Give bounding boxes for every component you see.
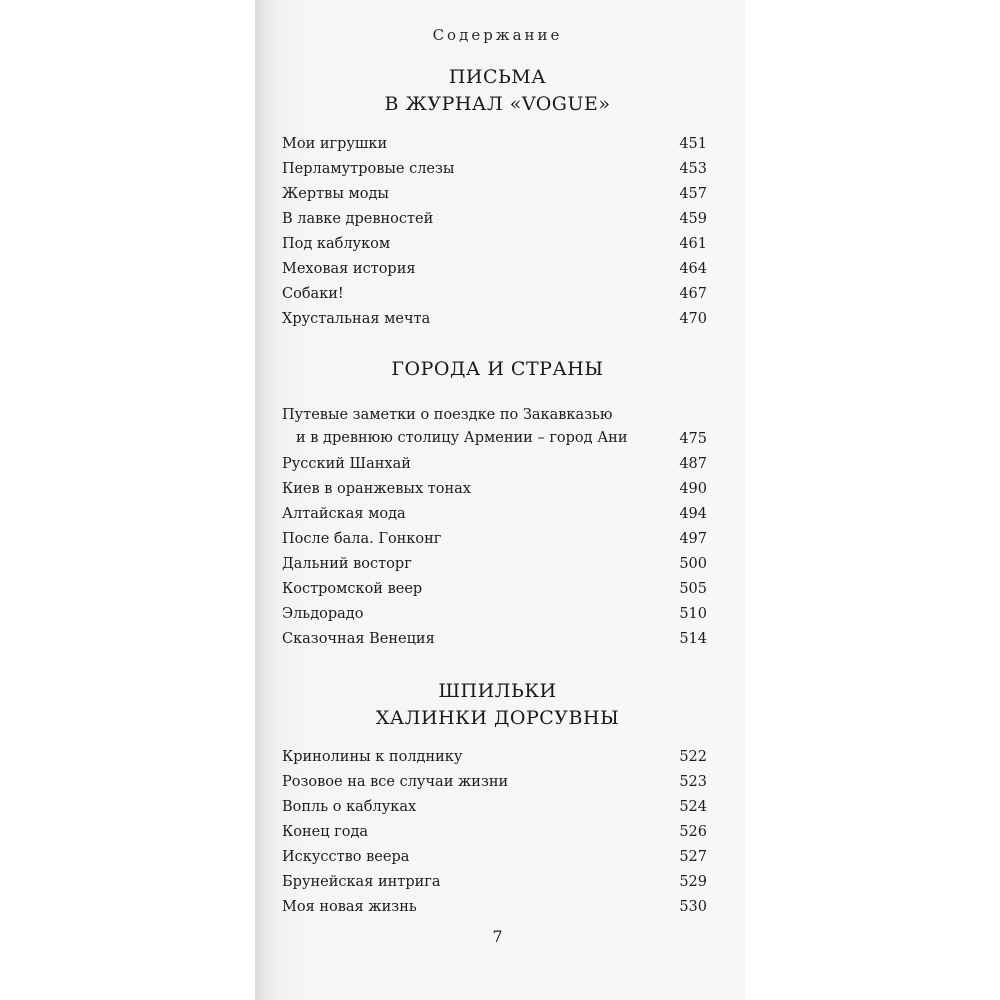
- toc-entry-title: Искусство веера: [282, 849, 410, 865]
- toc-entry-page: 467: [679, 286, 707, 302]
- toc-entry[interactable]: [282, 307, 707, 332]
- toc-entry-title: [282, 404, 628, 450]
- toc-entry[interactable]: [282, 770, 707, 795]
- toc-entry-page: 497: [679, 531, 707, 547]
- toc-entry[interactable]: [282, 820, 707, 845]
- toc-entry[interactable]: [282, 895, 707, 920]
- toc-entry[interactable]: [282, 257, 707, 282]
- toc-entry[interactable]: [282, 207, 707, 232]
- toc-entry-page: 522: [679, 749, 707, 765]
- toc-entry[interactable]: [282, 527, 707, 552]
- toc-entry-title: Жертвы моды: [282, 186, 389, 202]
- toc-entry-title-line: и в древнюю столицу Армении – город Ани: [296, 430, 628, 446]
- toc-list-cities-and-countries: [282, 404, 707, 652]
- toc-entry[interactable]: [282, 627, 707, 652]
- toc-entry-page: 505: [679, 581, 707, 597]
- toc-list-hairpins: [282, 745, 707, 920]
- toc-entry[interactable]: [282, 845, 707, 870]
- section-title-line: ГОРОДА И СТРАНЫ: [391, 358, 604, 380]
- toc-entry-page: 464: [679, 261, 707, 277]
- toc-entry-page: 457: [679, 186, 707, 202]
- toc-entry-title: Конец года: [282, 824, 369, 840]
- toc-entry-page: 526: [679, 824, 707, 840]
- toc-entry[interactable]: [282, 552, 707, 577]
- toc-entry-title: Русский Шанхай: [282, 456, 411, 472]
- toc-entry[interactable]: [282, 157, 707, 182]
- section-title-line: ШПИЛЬКИ: [438, 680, 557, 702]
- toc-entry-title: Собаки!: [282, 286, 344, 302]
- section-title-cities-and-countries: [255, 356, 740, 383]
- toc-entry-title: Кринолины к полднику: [282, 749, 463, 765]
- toc-entry[interactable]: [282, 502, 707, 527]
- toc-entry-page: 529: [679, 874, 707, 890]
- running-head: Содержание: [432, 26, 563, 44]
- toc-entry-title: Костромской веер: [282, 581, 423, 597]
- toc-list-letters-to-vogue: [282, 132, 707, 332]
- toc-entry-title: После бала. Гонконг: [282, 531, 442, 547]
- toc-entry[interactable]: [282, 745, 707, 770]
- toc-entry[interactable]: [282, 795, 707, 820]
- toc-entry-page: 470: [679, 311, 707, 327]
- toc-entry[interactable]: [282, 452, 707, 477]
- toc-entry-title-line: Путевые заметки о поездке по Закавказью: [282, 407, 613, 423]
- toc-entry-title: Меховая история: [282, 261, 416, 277]
- toc-entry-page: 461: [679, 236, 707, 252]
- toc-entry-title: Мои игрушки: [282, 136, 388, 152]
- toc-entry[interactable]: [282, 282, 707, 307]
- section-title-line: В ЖУРНАЛ «VOGUE»: [384, 93, 611, 115]
- toc-entry-title: Эльдорадо: [282, 606, 364, 622]
- toc-entry[interactable]: [282, 577, 707, 602]
- toc-entry-title: Алтайская мода: [282, 506, 406, 522]
- toc-entry-title: Киев в оранжевых тонах: [282, 481, 471, 497]
- toc-entry-page: 487: [679, 456, 707, 472]
- toc-entry-page: 451: [679, 136, 707, 152]
- section-title-line: ПИСЬМА: [448, 66, 547, 88]
- toc-entry-page: 523: [679, 774, 707, 790]
- toc-entry-page: 514: [679, 631, 707, 647]
- toc-entry[interactable]: [282, 232, 707, 257]
- page-number: 7: [492, 927, 503, 946]
- toc-entry-page: 500: [679, 556, 707, 572]
- toc-entry-title: Дальний восторг: [282, 556, 412, 572]
- toc-entry-page: 527: [679, 849, 707, 865]
- toc-entry-page: 453: [679, 161, 707, 177]
- toc-entry-page: 494: [679, 506, 707, 522]
- toc-entry[interactable]: [282, 132, 707, 157]
- toc-entry-title: Моя новая жизнь: [282, 899, 417, 915]
- book-page: [255, 0, 745, 1000]
- toc-entry-title: Розовое на все случаи жизни: [282, 774, 509, 790]
- toc-entry-page: 490: [679, 481, 707, 497]
- toc-entry-title: Перламутровые слезы: [282, 161, 455, 177]
- section-title-line: ХАЛИНКИ ДОРСУВНЫ: [375, 707, 620, 729]
- toc-entry-title: В лавке древностей: [282, 211, 434, 227]
- toc-entry-page: 475: [679, 431, 707, 447]
- toc-entry[interactable]: [282, 182, 707, 207]
- toc-entry-page: 459: [679, 211, 707, 227]
- toc-entry-title: Сказочная Венеция: [282, 631, 435, 647]
- toc-entry-title: Хрустальная мечта: [282, 311, 431, 327]
- toc-entry-page: 530: [679, 899, 707, 915]
- toc-entry[interactable]: [282, 870, 707, 895]
- toc-entry-page: 524: [679, 799, 707, 815]
- section-title-letters-to-vogue: [255, 64, 740, 118]
- toc-entry-page: 510: [679, 606, 707, 622]
- toc-entry-title: Вопль о каблуках: [282, 799, 417, 815]
- toc-entry[interactable]: [282, 602, 707, 627]
- toc-entry[interactable]: [282, 404, 707, 452]
- section-title-hairpins: [255, 678, 740, 732]
- toc-entry-title: Брунейская интрига: [282, 874, 441, 890]
- toc-entry[interactable]: [282, 477, 707, 502]
- toc-entry-title: Под каблуком: [282, 236, 391, 252]
